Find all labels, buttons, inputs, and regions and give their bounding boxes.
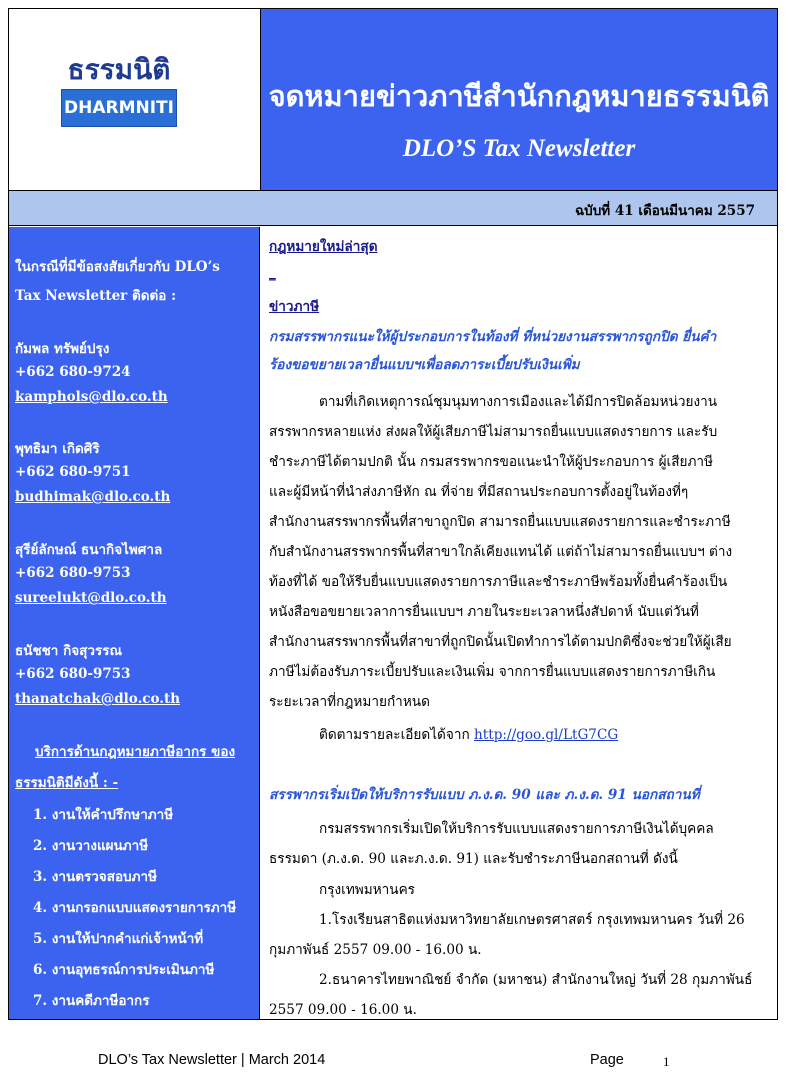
article-text: ชำระภาษีได้ตามปกติ นั้น กรมสรรพากรขอแนะนำให้ผู้ประกอบการ ผู้เสียภาษี — [269, 454, 714, 470]
newsletter-title-thai: จดหมายข่าวภาษีสำนักกฎหมายธรรมนิติ — [268, 79, 770, 113]
more-info-label: ติดตามรายละเอียดได้จาก — [319, 727, 470, 743]
article-text: สำนักงานสรรพากรพื้นที่สาขาที่ถูกปิดนั้นเปิดทำการได้ตามปกติซึ่งจะช่วยให้ผู้เสีย — [269, 634, 732, 650]
contact-email-link[interactable]: budhimak@dlo.co.th — [15, 489, 171, 505]
service-item: 3. งานตรวจสอบภาษี — [33, 869, 157, 885]
section-heading-tax-news: ข่าวภาษี — [269, 299, 320, 315]
contact-name: สุรีย์ลักษณ์ ธนากิจไพศาล — [15, 542, 163, 558]
contact-email-link[interactable]: thanatchak@dlo.co.th — [15, 691, 181, 707]
service-item: 5. งานให้ปากคำแก่เจ้าหน้าที่ — [33, 931, 204, 947]
services-heading: ธรรมนิติมีดังนี้ : - — [15, 775, 119, 791]
dharmniti-logo — [61, 51, 177, 127]
contact-email-link[interactable]: kamphols@dlo.co.th — [15, 389, 168, 405]
section-heading-new-laws: กฎหมายใหม่ล่าสุด — [269, 239, 378, 255]
article-text: และผู้มีหน้าที่นำส่งภาษีหัก ณ ที่จ่าย ที่มีสถานประกอบการตั้งอยู่ในท้องที่ๆ — [269, 484, 689, 500]
service-item: 2. งานวางแผนภาษี — [33, 838, 149, 854]
footer-page-number: 1 — [663, 1054, 670, 1069]
contact-phone: +662 680-9753 — [15, 666, 131, 682]
contact-phone: +662 680-9751 — [15, 464, 131, 480]
contact-sidebar — [9, 227, 260, 1019]
article-text: ตามที่เกิดเหตุการณ์ชุมนุมทางการเมืองและได้มีการปิดล้อมหน่วยงาน — [319, 394, 718, 410]
article-text: ธรรมดา (ภ.ง.ด. 90 และภ.ง.ด. 91) และรับชำระภาษีนอกสถานที่ ดังนี้ — [269, 851, 678, 867]
header-title-panel — [261, 9, 777, 190]
article-text: 2557 09.00 - 16.00 น. — [269, 1002, 417, 1018]
article-text: 2.ธนาคารไทยพาณิชย์ จำกัด (มหาชน) สำนักงานใหญ่ วันที่ 28 กุมภาพันธ์ — [319, 972, 753, 988]
footer-title: DLO’s Tax Newsletter | March 2014 — [98, 1052, 326, 1068]
logo-thai-text: ธรรมนิติ — [67, 53, 171, 86]
service-item: 1. งานให้คำปรึกษาภาษี — [33, 807, 174, 823]
contact-name: พุทธิมา เกิดศิริ — [15, 441, 100, 457]
footer-page-label: Page — [590, 1052, 624, 1068]
article-text: กุมภาพันธ์ 2557 09.00 - 16.00 น. — [269, 942, 482, 958]
article-title: กรมสรรพากรแนะให้ผู้ประกอบการในท้องที่ ที่หน่วยงานสรรพากรถูกปิด ยื่นคำ — [269, 329, 717, 345]
article-text: กรุงเทพมหานคร — [319, 882, 415, 898]
header-logo-panel — [9, 9, 261, 190]
article-text: กรมสรรพากรเริ่มเปิดให้บริการรับแบบแสดงรายการภาษีเงินได้บุคคล — [319, 821, 714, 837]
service-item: 4. งานกรอกแบบแสดงรายการภาษี — [33, 900, 237, 916]
more-info-line — [319, 723, 618, 745]
service-item: 6. งานอุทธรณ์การประเมินภาษี — [33, 962, 215, 978]
article-text: กับสำนักงานสรรพากรพื้นที่สาขาใกล้เคียงแทนได้ แต่ถ้าไม่สามารถยื่นแบบฯ ต่าง — [269, 544, 733, 560]
newsletter-title-english: DLO’S Tax Newsletter — [402, 135, 636, 162]
contact-intro: Tax Newsletter ติดต่อ : — [15, 288, 177, 304]
article-text: 1.โรงเรียนสาธิตแห่งมหาวิทยาลัยเกษตรศาสตร์ กรุงเทพมหานคร วันที่ 26 — [319, 912, 745, 928]
issue-strip — [9, 190, 777, 226]
issue-number: ฉบับที่ 41 เดือนมีนาคม 2557 — [574, 203, 755, 219]
article-text: ภาษีไม่ต้องรับภาระเบี้ยปรับและเงินเพิ่ม จากการยื่นแบบแสดงรายการภาษีเกิน — [269, 664, 716, 680]
contact-phone: +662 680-9753 — [15, 565, 131, 581]
article-title: ร้องขอขยายเวลายื่นแบบฯเพื่อลดภาระเบี้ยปรับเงินเพิ่ม — [269, 357, 580, 373]
logo-english-text: DHARMNITI — [61, 89, 177, 127]
article-text: หนังสือขอขยายเวลาการยื่นแบบฯ ภายในระยะเวลาหนึ่งสัปดาห์ นับแต่วันที่ — [269, 604, 699, 620]
article-text: ท้องที่ได้ ขอให้รีบยื่นแบบแสดงรายการภาษีและชำระภาษีพร้อมทั้งยื่นคำร้องเป็น — [269, 574, 728, 590]
contact-name: ธนัชชา กิจสุวรรณ — [15, 643, 123, 659]
article-text: ระยะเวลาที่กฎหมายกำหนด — [269, 694, 430, 710]
more-info-link[interactable]: http://goo.gl/LtG7CG — [474, 727, 619, 743]
contact-email-link[interactable]: sureelukt@dlo.co.th — [15, 590, 167, 606]
contact-name: กัมพล ทรัพย์ปรุง — [15, 341, 110, 357]
service-item: 7. งานคดีภาษีอากร — [33, 993, 150, 1009]
article-text: สรรพากรหลายแห่ง ส่งผลให้ผู้เสียภาษีไม่สามารถยื่นแบบแสดงรายการ และรับ — [269, 424, 718, 440]
section-placeholder: _ — [269, 265, 276, 281]
article-text: สำนักงานสรรพากรพื้นที่สาขาถูกปิด สามารถยื่นแบบแสดงรายการและชำระภาษี — [269, 514, 731, 530]
contact-phone: +662 680-9724 — [15, 364, 131, 380]
contact-intro: ในกรณีที่มีข้อสงสัยเกี่ยวกับ DLO’s — [15, 259, 220, 275]
article-title: สรรพากรเริ่มเปิดให้บริการรับแบบ ภ.ง.ด. 90 และ ภ.ง.ด. 91 นอกสถานที่ — [269, 787, 700, 803]
main-content — [261, 227, 777, 1019]
services-heading: บริการด้านกฎหมายภาษีอากร ของ — [35, 744, 236, 760]
